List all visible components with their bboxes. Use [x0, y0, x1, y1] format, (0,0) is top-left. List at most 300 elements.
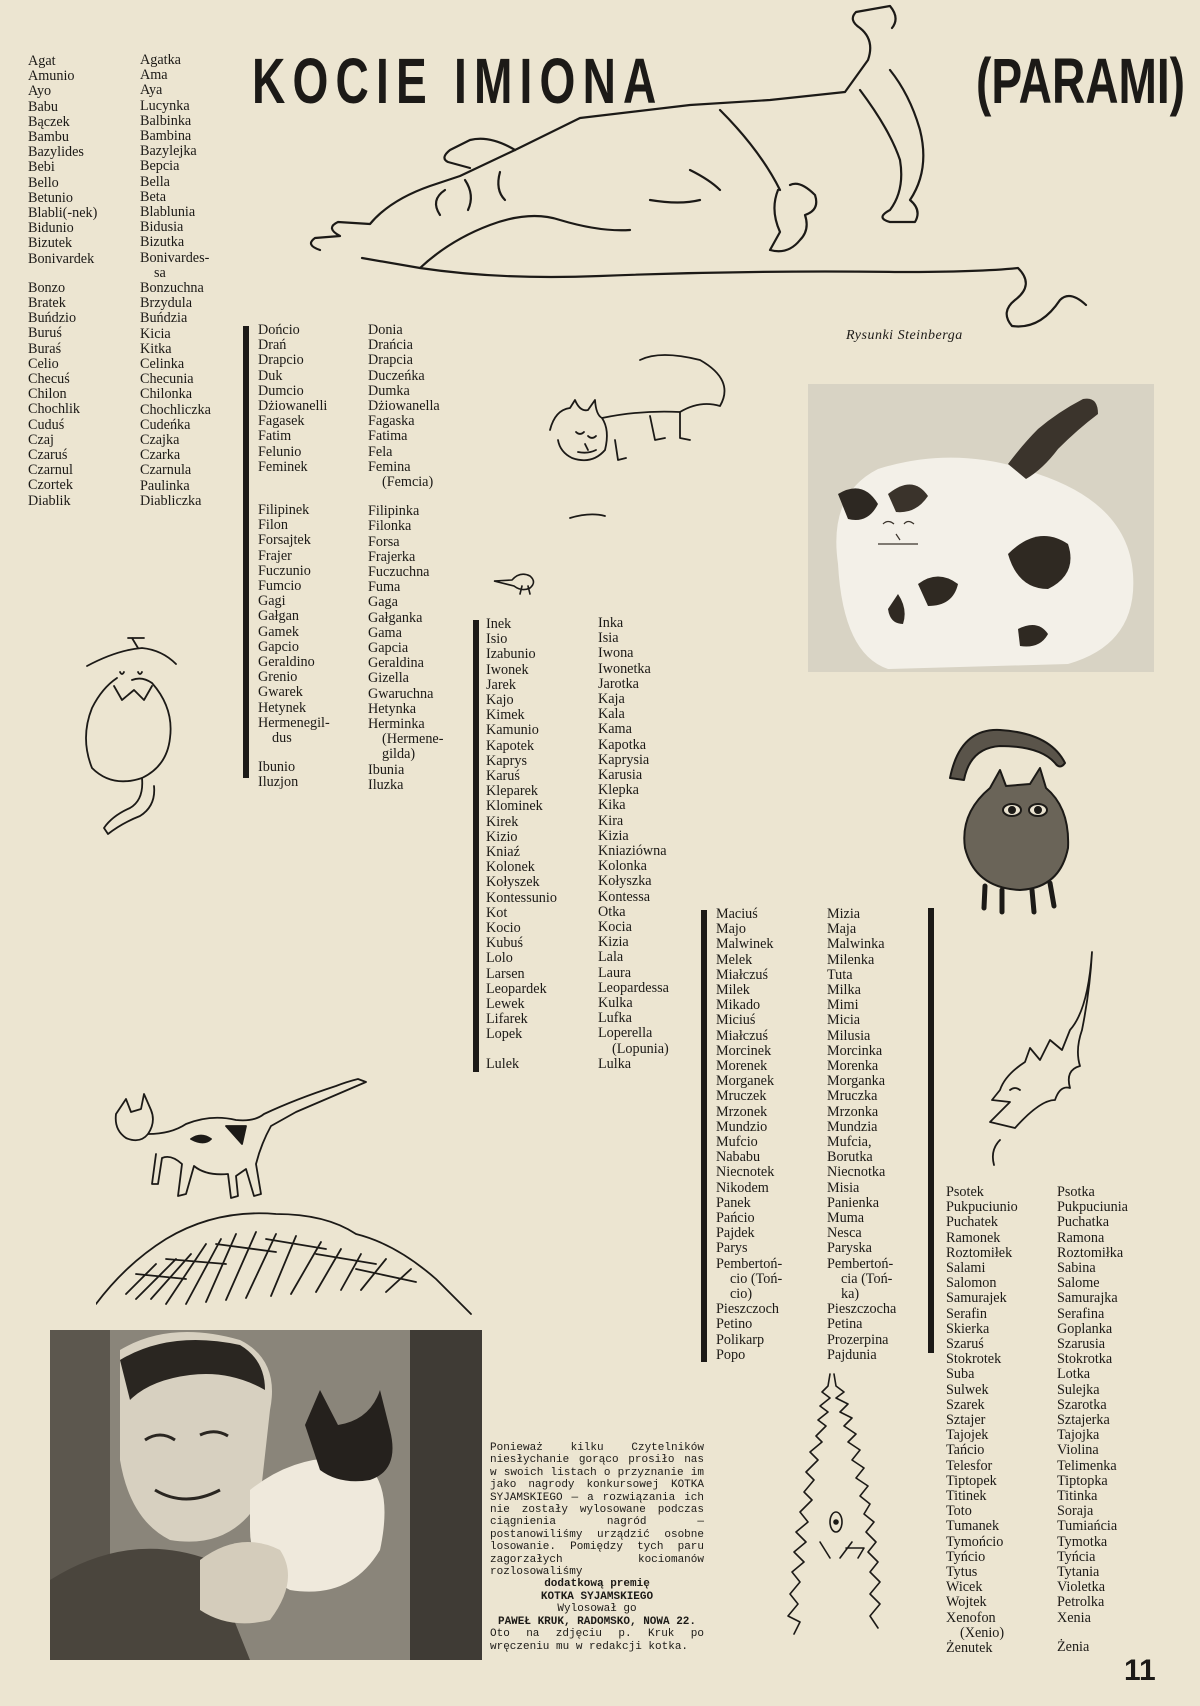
cat-name: Szarek — [946, 1396, 985, 1413]
cat-name: Misia — [827, 1179, 860, 1196]
cat-name: Fuczuchna — [368, 564, 430, 581]
cat-name: Blablunia — [140, 204, 196, 221]
cat-name: Tyńcio — [946, 1548, 986, 1565]
cat-name: Sulwek — [946, 1381, 989, 1398]
cat-name: Dumcio — [258, 382, 304, 399]
names-column-4-male — [716, 907, 782, 1363]
cat-name: Wicek — [946, 1579, 983, 1596]
cat-name: Mufcia, — [827, 1134, 872, 1151]
cat-name: Checuś — [28, 371, 70, 388]
cat-name: Geraldino — [258, 654, 315, 671]
photo-man-with-siamese-cat — [50, 1330, 482, 1660]
cat-name: Czarnul — [28, 462, 73, 479]
cat-name: Tumiańcia — [1057, 1518, 1118, 1535]
cat-name: Xenia — [1057, 1609, 1091, 1626]
spacer — [1057, 1626, 1128, 1640]
cat-name: Morcinek — [716, 1042, 772, 1059]
cat-name: Paryska — [827, 1240, 872, 1257]
cat-name: Dumka — [368, 382, 410, 399]
cat-name: Mundzio — [716, 1118, 768, 1135]
page-title: KOCIE IMIONA — [252, 45, 664, 117]
cat-name: Bella — [140, 173, 170, 190]
cat-name: Lucynka — [140, 97, 190, 114]
cat-name: Mruczek — [716, 1088, 767, 1105]
cat-name: Bidunio — [28, 220, 74, 237]
cat-name: Beta — [140, 188, 166, 205]
cat-name: Lulek — [486, 1055, 520, 1072]
cat-name: Tajojek — [946, 1427, 989, 1444]
cat-name: Prozerpina — [827, 1331, 889, 1348]
cat-name: Bebi — [28, 159, 55, 176]
cat-name: Donia — [368, 322, 403, 338]
cat-name: Czarka — [140, 447, 181, 464]
cat-name: Micia — [827, 1012, 861, 1029]
cat-name: Maciuś — [716, 906, 758, 922]
cat-name: Bączek — [28, 113, 70, 130]
cat-name: Laura — [598, 964, 632, 981]
cat-name: Buraś — [28, 340, 62, 357]
cat-name: Babu — [28, 98, 58, 115]
cat-name: Gałgan — [258, 608, 299, 625]
page-number: 11 — [1124, 1654, 1156, 1687]
cat-name: Morenek — [716, 1058, 768, 1075]
cat-name: Puchatka — [1057, 1214, 1110, 1231]
cat-name: Fela — [368, 443, 393, 460]
cat-name: Kapotek — [486, 737, 535, 754]
cat-name: Pajdek — [716, 1225, 755, 1242]
cat-name: Felunio — [258, 443, 302, 460]
small-bird-drawing — [492, 566, 542, 596]
cat-name: Grenio — [258, 669, 298, 686]
cat-name: Filon — [258, 517, 288, 534]
cat-name: Toto — [946, 1503, 972, 1520]
cat-name: Brzydula — [140, 295, 193, 312]
cat-name: Fuczunio — [258, 562, 311, 579]
cat-name: Jarek — [486, 676, 516, 693]
names-column-5-female — [1057, 1185, 1128, 1655]
cat-name: Kolonka — [598, 858, 647, 875]
cat-name: Miałczuś — [716, 966, 769, 983]
cat-name: Frajer — [258, 547, 292, 564]
cat-name: Hetynka — [368, 700, 417, 717]
cat-name: Nikodem — [716, 1179, 769, 1196]
cat-name: Stokrotek — [946, 1351, 1002, 1368]
cat-name: Diabliczka — [140, 492, 202, 509]
cat-name: Kira — [598, 812, 624, 829]
cat-name: Suba — [946, 1366, 975, 1383]
cat-name: Bambina — [140, 128, 192, 145]
cat-name: Pukpuciunio — [946, 1199, 1018, 1216]
cat-name: Pieszczoch — [716, 1301, 780, 1318]
cat-name: Pukpuciunia — [1057, 1199, 1128, 1216]
cat-name: Szarotka — [1057, 1396, 1107, 1413]
cat-name: Bidusia — [140, 219, 184, 236]
cat-name: Kajo — [486, 692, 514, 709]
cat-name: Gwarek — [258, 684, 303, 701]
cat-name: Celio — [28, 355, 59, 372]
cat-name: Titinka — [1057, 1488, 1098, 1505]
cat-name: Gama — [368, 624, 402, 641]
cat-name: Mufcio — [716, 1134, 758, 1151]
cat-name: Borutka — [827, 1149, 873, 1166]
cat-name: Fagasek — [258, 413, 305, 430]
cat-name: Stokrotka — [1057, 1351, 1113, 1368]
cat-name: Filipinka — [368, 503, 420, 520]
cat-name: Morganek — [716, 1073, 775, 1090]
cat-name: Panienka — [827, 1194, 880, 1211]
cat-name: Balbinka — [140, 112, 192, 129]
cat-name: Ramona — [1057, 1229, 1105, 1246]
cat-name: Niecnotek — [716, 1164, 775, 1181]
cat-name: Buńdzio — [28, 310, 77, 327]
cat-name: Karuś — [486, 768, 520, 785]
cat-name: Cuduś — [28, 416, 65, 433]
cat-name: Geraldina — [368, 655, 424, 672]
spacer — [486, 1043, 557, 1057]
cat-name: Aya — [140, 82, 163, 99]
cat-name: Lolo — [486, 950, 513, 967]
cat-name: Tumanek — [946, 1518, 1000, 1535]
cat-name: Pajdunia — [827, 1346, 877, 1363]
spacer — [28, 267, 97, 281]
cat-name: Fuma — [368, 579, 401, 596]
spiky-cat-drawing — [770, 1372, 900, 1642]
cat-name: Mundzia — [827, 1118, 878, 1135]
cat-name: Milusia — [827, 1027, 871, 1044]
cat-name: Klepka — [598, 782, 639, 799]
cat-name: Milka — [827, 982, 861, 999]
names-column-2-female — [368, 323, 443, 793]
cat-name: Tańcio — [946, 1442, 985, 1459]
cat-name: Forsa — [368, 533, 400, 550]
cat-name: Bonivardes- — [140, 249, 210, 266]
cat-name: Tymońcio — [946, 1533, 1004, 1550]
cat-name: Drapcio — [258, 352, 304, 369]
cat-name: Duk — [258, 367, 283, 384]
cat-name: Morenka — [827, 1058, 879, 1075]
cat-name: Pieszczocha — [827, 1301, 897, 1318]
cat-name: ka) — [841, 1286, 860, 1303]
cat-name: Czajka — [140, 432, 180, 449]
cat-name: Chilon — [28, 386, 67, 403]
cat-name: Drapcia — [368, 352, 413, 369]
cat-name: Filonka — [368, 518, 412, 535]
cat-name: Karusia — [598, 767, 643, 784]
cat-name: Lulka — [598, 1055, 632, 1072]
cat-name: Polikarp — [716, 1331, 765, 1348]
sitting-cat-drawing — [530, 340, 750, 520]
cat-name: Lufka — [598, 1010, 632, 1027]
cat-name: Drań — [258, 337, 287, 354]
cat-name: Majo — [716, 921, 746, 938]
spacer — [258, 489, 330, 503]
cat-name: Skierka — [946, 1320, 990, 1337]
cat-name: Agat — [28, 53, 56, 69]
page-title-suffix: (PARAMI) — [976, 45, 1186, 117]
cat-name: Cudeńka — [140, 416, 191, 433]
cat-name: Inka — [598, 615, 624, 631]
cat-name: Goplanka — [1057, 1320, 1113, 1337]
cat-name: Femina — [368, 458, 411, 475]
cat-name: Szarusia — [1057, 1336, 1106, 1353]
cat-name: Pembertoń- — [716, 1255, 783, 1272]
cat-name: Hetynek — [258, 699, 307, 716]
cat-name: Mikado — [716, 997, 761, 1014]
cat-name: Czortek — [28, 477, 73, 494]
cat-name: Kulka — [598, 995, 633, 1012]
cat-name: Salomon — [946, 1275, 997, 1292]
cat-name: Isia — [598, 630, 619, 647]
names-column-3-male — [486, 617, 557, 1072]
cat-name: Sabina — [1057, 1260, 1096, 1277]
cat-name: Izabunio — [486, 646, 536, 663]
cat-name: Buńdzia — [140, 310, 188, 327]
cat-name: Samurajek — [946, 1290, 1007, 1307]
cat-name: Fumcio — [258, 578, 302, 595]
names-column-4-female — [827, 907, 896, 1363]
cat-name: dus — [272, 730, 292, 747]
cat-name: Duczeńka — [368, 367, 425, 384]
cat-name: Nababu — [716, 1149, 761, 1166]
cat-name: Kitka — [140, 340, 172, 357]
cat-name: Celinka — [140, 356, 185, 373]
cat-name: Tytus — [946, 1564, 978, 1581]
prize-line: dodatkową premię — [544, 1578, 650, 1591]
cat-name: Frajerka — [368, 548, 416, 565]
cat-name: Dżiowanella — [368, 398, 440, 415]
cat-name: Bepcia — [140, 158, 180, 175]
cat-name: Kika — [598, 797, 626, 814]
cat-name: Jarotka — [598, 675, 639, 692]
cat-name: Kniaziówna — [598, 843, 667, 860]
cat-name: Lewek — [486, 996, 525, 1013]
cat-name: Paulinka — [140, 477, 190, 494]
cat-name: Milenka — [827, 951, 875, 968]
cat-name: Kubuś — [486, 935, 524, 952]
winner-intro: Wylosował go — [557, 1603, 637, 1616]
column-divider-bar — [473, 620, 479, 1072]
cat-with-hat-drawing — [72, 628, 192, 848]
cat-name: Mrzonka — [827, 1103, 879, 1120]
cat-name: Roztomiłek — [946, 1244, 1013, 1261]
cat-name: Milek — [716, 982, 750, 999]
cat-name: Kamunio — [486, 722, 539, 739]
cat-name: Wojtek — [946, 1594, 987, 1611]
cat-name: Kołyszka — [598, 873, 652, 890]
cat-name: Kaprys — [486, 752, 527, 769]
prize-announcement — [490, 1442, 704, 1653]
spacer — [368, 490, 443, 504]
cat-name: Kaprysia — [598, 751, 650, 768]
prize-announcement-body: Ponieważ kilku Czytelników niesłychanie gorąco prosiło nas w swoich listach o przyznanie im jako nagrody konkursowej KOTKA SYJAMSKIEGO — a rozwiązania ich nie zostały wylosowane podczas ciągnienia nagród — postanowiliśmy urządzić osobne losowanie. Pomiędzy tych paru zagorzałych kociomanów rozlosowaliśmy — [490, 1442, 704, 1579]
winner-name: PAWEŁ KRUK, RADOMSKO, NOWA 22. — [497, 1615, 697, 1628]
cat-name: Bratek — [28, 295, 66, 312]
cat-name: Ramonek — [946, 1229, 1001, 1246]
cat-name: Chochliczka — [140, 401, 211, 418]
cat-name: Muma — [827, 1210, 865, 1227]
cat-name: Checunia — [140, 371, 194, 388]
cat-name: Iluzka — [368, 776, 404, 793]
cat-name: Salome — [1057, 1275, 1100, 1292]
cat-name: Żenutek — [946, 1640, 993, 1657]
zigzag-cat-drawing — [980, 950, 1100, 1170]
cat-name: sa — [154, 264, 166, 281]
cat-name: Iwonetka — [598, 660, 651, 677]
cat-name: Kaja — [598, 691, 625, 708]
cat-name: Agatka — [140, 52, 181, 68]
cat-name: Klominek — [486, 798, 543, 815]
cat-name: Larsen — [486, 965, 525, 982]
cat-name: Kicia — [140, 325, 171, 342]
cat-name: Chilonka — [140, 386, 193, 403]
spacer — [258, 475, 330, 489]
cat-name: Kontessunio — [486, 889, 557, 906]
cat-name: Kirek — [486, 813, 519, 830]
cat-name: Kizia — [598, 827, 629, 844]
cat-name: Kama — [598, 721, 632, 738]
cat-name: Maja — [827, 921, 857, 938]
cat-name: Kot — [486, 904, 508, 921]
cat-name: Kontessa — [598, 888, 651, 905]
cat-name: Kapotka — [598, 736, 647, 753]
cat-name: Iwonek — [486, 661, 529, 678]
cat-name: Ibunia — [368, 761, 405, 778]
cat-name: Bambu — [28, 129, 69, 146]
cat-name: (Hermene- — [382, 731, 444, 748]
cat-name: Samurajka — [1057, 1290, 1118, 1307]
cat-name: Lopek — [486, 1026, 523, 1043]
cat-name: Pańcio — [716, 1210, 755, 1227]
cat-name: Mizia — [827, 906, 861, 922]
cat-name: Loperella — [598, 1025, 653, 1042]
cat-name: Psotka — [1057, 1184, 1095, 1200]
cat-name: Miciuś — [716, 1012, 756, 1029]
cat-name: Puchatek — [946, 1214, 999, 1231]
cat-name: Sztajer — [946, 1412, 986, 1429]
cat-name: Amunio — [28, 68, 75, 85]
spacer — [258, 746, 330, 760]
cat-name: Titinek — [946, 1488, 987, 1505]
cat-name: Kizio — [486, 828, 518, 845]
illustration-credit: Rysunki Steinberga — [846, 328, 963, 343]
names-column-2-male — [258, 323, 330, 791]
cat-name: Gamek — [258, 623, 299, 640]
cat-name: Fatim — [258, 428, 292, 445]
cat-name: Gizella — [368, 670, 409, 687]
cat-name: Telimenka — [1057, 1457, 1117, 1474]
cat-name: Żenia — [1057, 1638, 1090, 1655]
names-column-1-female — [140, 53, 211, 509]
cat-name: Diablik — [28, 492, 71, 509]
cat-name: Bonivardek — [28, 250, 95, 267]
cat-name: Gałganka — [368, 609, 423, 626]
cat-name: Xenofon — [946, 1609, 996, 1626]
cat-name: Sztajerka — [1057, 1412, 1110, 1429]
cat-name: cio) — [730, 1286, 753, 1303]
cat-name: Iwona — [598, 645, 634, 662]
cat-name: Petrolka — [1057, 1594, 1105, 1611]
cat-name: Isio — [486, 631, 508, 648]
cat-name: Filipinek — [258, 502, 310, 519]
cat-name: (Lopunia) — [612, 1040, 669, 1057]
cat-name: Bello — [28, 174, 59, 191]
cat-name: Gwaruchna — [368, 685, 434, 702]
cat-name: Blabli(-nek) — [28, 205, 98, 222]
cat-name: Niecnotka — [827, 1164, 886, 1181]
names-column-1-male — [28, 54, 97, 509]
cat-name: Melek — [716, 951, 753, 968]
cat-name: Bonzuchna — [140, 280, 204, 297]
column-divider-bar — [928, 908, 934, 1353]
cat-name: Fagaska — [368, 413, 415, 430]
cat-name: Bazylides — [28, 144, 84, 161]
cat-name: Mrzonek — [716, 1103, 768, 1120]
round-furry-cat-drawing — [940, 718, 1090, 928]
cat-name: Psotek — [946, 1184, 984, 1200]
cat-name: Betunio — [28, 189, 73, 206]
cat-name: Pembertoń- — [827, 1255, 894, 1272]
cat-name: Kimek — [486, 707, 525, 724]
cat-name: Kocia — [598, 919, 632, 936]
cat-name: Serafin — [946, 1305, 987, 1322]
cat-name: Popo — [716, 1346, 746, 1363]
cat-name: Ibunio — [258, 759, 296, 776]
cat-name: Panek — [716, 1194, 751, 1211]
cat-name: Mimi — [827, 997, 859, 1014]
cat-name: Gapcia — [368, 640, 409, 657]
cat-name: cio (Toń- — [730, 1270, 783, 1287]
cat-name: Telesfor — [946, 1457, 993, 1474]
cat-name: Tuta — [827, 966, 853, 983]
cat-name: Feminek — [258, 458, 308, 475]
cat-name: Forsajtek — [258, 532, 311, 549]
cat-name: Roztomiłka — [1057, 1244, 1124, 1261]
names-column-5-male — [946, 1185, 1018, 1656]
cat-name: (Femcia) — [382, 474, 434, 491]
cat-name: Drańcia — [368, 337, 413, 354]
cat-name: Kniaź — [486, 844, 520, 861]
cat-name: Tytania — [1057, 1564, 1100, 1581]
cat-name: Soraja — [1057, 1503, 1094, 1520]
cat-name: Miałczuś — [716, 1027, 769, 1044]
cat-name: Czaj — [28, 431, 54, 448]
cat-name: Salami — [946, 1260, 986, 1277]
cat-name: Hermenegil- — [258, 714, 330, 731]
cat-name: Leopardessa — [598, 979, 669, 996]
cat-name: Ayo — [28, 83, 52, 100]
stretched-cat-drawing — [300, 0, 1130, 340]
cat-name: Bazylejka — [140, 143, 197, 160]
cat-name: Fatima — [368, 428, 408, 445]
cat-name: Leopardek — [486, 980, 547, 997]
cat-name: Tiptopka — [1057, 1472, 1108, 1489]
column-divider-bar — [701, 910, 707, 1362]
cat-name: (Xenio) — [960, 1624, 1005, 1641]
cat-name: Herminka — [368, 716, 425, 733]
cat-name: Kocio — [486, 920, 521, 937]
cat-name: Tyńcia — [1057, 1548, 1096, 1565]
cat-name: Parys — [716, 1240, 748, 1257]
cat-name: Dżiowanelli — [258, 398, 328, 415]
cat-name: Tymotka — [1057, 1533, 1108, 1550]
cat-name: Serafina — [1057, 1305, 1105, 1322]
cat-name: Kala — [598, 706, 625, 723]
cat-name: Czaruś — [28, 447, 68, 464]
cat-name: Morcinka — [827, 1042, 883, 1059]
prize-name: KOTKA SYJAMSKIEGO — [540, 1590, 654, 1603]
cat-name: Gaga — [368, 594, 398, 611]
cat-name: cia (Toń- — [841, 1270, 893, 1287]
